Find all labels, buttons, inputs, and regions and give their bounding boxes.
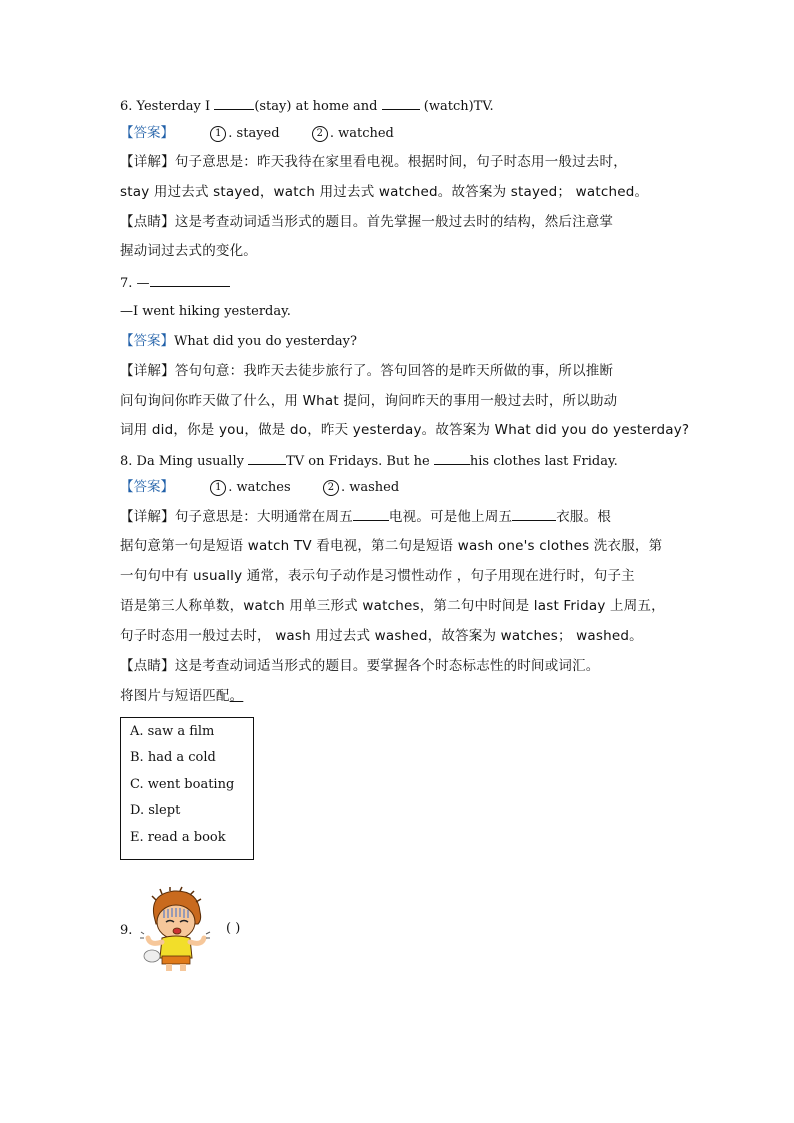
q6-blank-1[interactable] [214, 96, 254, 110]
q6-point-line-1: 【点睛】这是考查动词适当形式的题目。首先掌握一般过去时的结构，然后注意掌 [120, 214, 614, 230]
q8-detail-line-2: 据句意第一句是短语 watch TV 看电视，第二句是短语 wash one's clothes 洗衣服，第 [120, 538, 663, 554]
q7-blank[interactable] [150, 273, 230, 287]
q9-number: 9. [120, 923, 133, 938]
q7-detail-line-1: 【详解】答句句意：我昨天去徒步旅行了。答句回答的是昨天所做的事，所以推断 [120, 363, 614, 379]
q6-detail-line-2: stay 用过去式 stayed，watch 用过去式 watched。故答案为 stayed； watched。 [120, 184, 649, 200]
q7-detail-line-2: 问句询问你昨天做了什么，用 What 提问，询问昨天的事用一般过去时，所以助动 [120, 393, 618, 409]
q8-question: 8. Da Ming usually TV on Fridays. But he his clothes last Friday. [120, 451, 618, 471]
circled-number-icon: 2 [323, 480, 339, 496]
q7-detail-line-3: 词用 did，你是 you，做是 do，昨天 yesterday。故答案为 What did you do yesterday? [120, 422, 690, 438]
q8-point-line-1: 【点睛】这是考查动词适当形式的题目。要掌握各个时态标志性的时间或词汇。 [120, 658, 600, 674]
circled-number-icon: 1 [210, 126, 226, 142]
q7-answer: 【答案】What did you do yesterday? [120, 333, 357, 349]
option-d: D. slept [130, 803, 181, 818]
circled-number-icon: 2 [312, 126, 328, 142]
q8-detail-line-1: 【详解】句子意思是：大明通常在周五 电视。可是他上周五 衣服。根 [120, 509, 612, 525]
q8-answer: 【答案】 1 . watches 2 . washed [120, 479, 400, 495]
q8-detail-line-4: 语是第三人称单数，watch 用单三形式 watches，第二句中时间是 last Friday 上周五， [120, 598, 665, 614]
q6-point-line-2: 握动词过去式的变化。 [120, 243, 257, 259]
circled-number-icon: 1 [210, 480, 226, 496]
option-c: C. went boating [130, 777, 235, 792]
q8-detail-line-5: 句子时态用一般过去时， wash 用过去式 washed，故答案为 watches； washed。 [120, 628, 643, 644]
option-b: B. had a cold [130, 750, 216, 765]
q6-blank-2[interactable] [382, 96, 420, 110]
q7-response: —I went hiking yesterday. [120, 304, 291, 319]
q6-question: 6. Yesterday I (stay) at home and (watch)TV. [120, 96, 494, 116]
q8-blank-2[interactable] [434, 451, 470, 465]
q6-detail-line-1: 【详解】句子意思是：昨天我待在家里看电视。根据时间，句子时态用一般过去时， [120, 154, 627, 170]
options-box [120, 717, 254, 860]
option-e: E. read a book [130, 830, 226, 845]
q6-answer: 【答案】 1 . stayed 2 . watched [120, 125, 394, 141]
q8-blank-1[interactable] [248, 451, 286, 465]
sick-boy-cartoon-icon [140, 886, 212, 972]
q8-detail-line-3: 一句句中有 usually 通常，表示句子动作是习惯性动作 ，句子用现在进行时，句子主 [120, 568, 635, 584]
matching-instruction: 将图片与短语匹配。 [120, 688, 244, 704]
q9-answer-paren[interactable]: ( ) [226, 921, 241, 936]
option-a: A. saw a film [130, 724, 215, 739]
q7-question: 7. — [120, 273, 230, 293]
